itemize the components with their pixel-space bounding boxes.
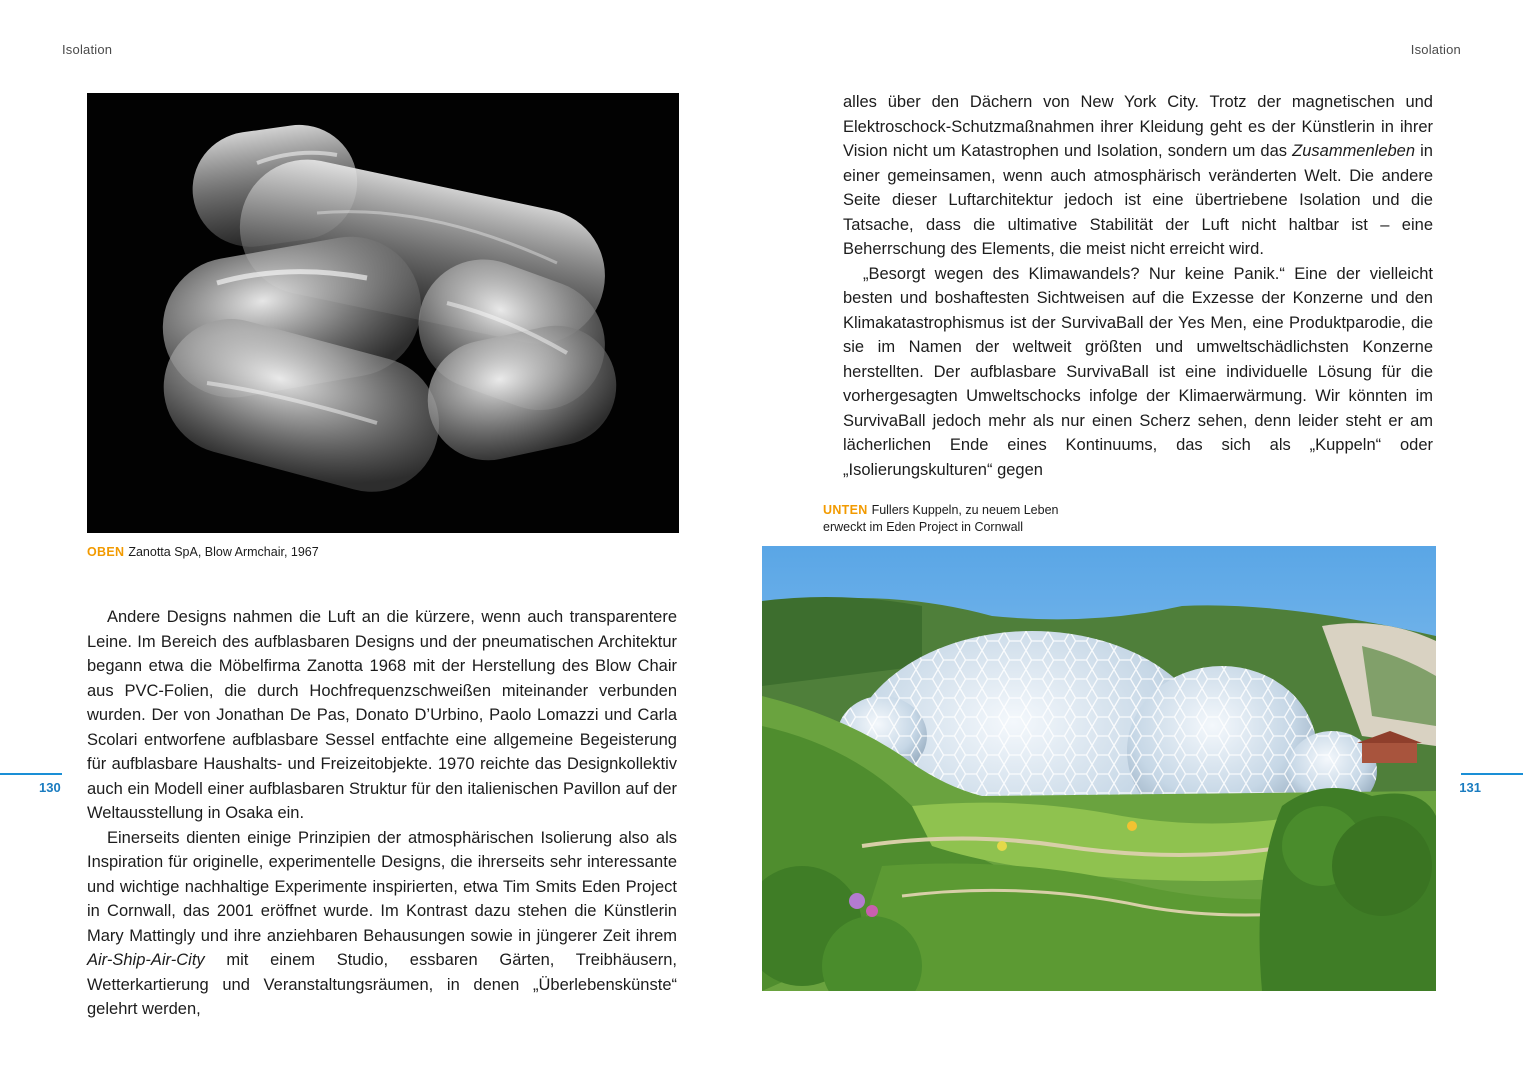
left-p2-italic: Air-Ship-Air-City [87, 951, 205, 969]
right-paragraph-2: „Besorgt wegen des Klimawandels? Nur keine Panik.“ Eine der vielleicht besten und boshaftesten Sichtweisen auf die Exzesse der Konzerne und den Klimakatastrophismus ist der SurvivaBall der Yes Men, eine Produktparodie, die sie im Namen der weltweit größten und umweltschädlichsten Konzerne herstellten. Der aufblasbare SurvivaBall ist eine individuelle Lösung für die vorhergesagten Umweltschocks infolge der Klimaerwärmung. Wir könnten im SurvivaBall jedoch mehr als nur einen Scherz sehen, denn leider steht er am lächerlichen Ende eines Kontinuums, das sich als „Kuppeln“ oder „Isolierungskulturen“ gegen [843, 264, 1433, 479]
caption-oben-lead: OBEN [87, 545, 125, 559]
caption-oben-text: Zanotta SpA, Blow Armchair, 1967 [128, 545, 319, 559]
caption-oben [87, 544, 319, 561]
running-head-right: Isolation [1410, 42, 1461, 57]
left-paragraph-1: Andere Designs nahmen die Luft an die kürzere, wenn auch transparentere Leine. Im Bereich des aufblasbaren Designs und der pneumatischen Architektur begann etwa die Möbelfirma Zanotta 1968 mit der Herstellung des Blow Chair aus PVC-Folien, die durch Hochfrequenzschweißen miteinander verbunden wurden. Der von Jonathan De Pas, Donato D’Urbino, Paolo Lomazzi und Carla Scolari entworfene aufblasbare Sessel entfachte eine allgemeine Begeisterung für aufblasbare Haushalts- und Freizeitobjekte. 1970 reichte das Designkollektiv auch ein Modell einer aufblasbaren Struktur für den italienischen Pavillon auf der Weltausstellung in Osaka ein. [87, 608, 677, 822]
eden-project-photo [762, 546, 1436, 991]
right-paragraph-1 [843, 90, 1433, 262]
blow-armchair-photo [87, 93, 679, 533]
folio-rule-left [0, 773, 62, 775]
running-head-left: Isolation [62, 42, 113, 57]
right-column-text [843, 90, 1433, 482]
folio-rule-right [1461, 773, 1523, 775]
caption-unten-lead: UNTEN [823, 503, 868, 517]
left-column-text [87, 605, 677, 1022]
left-paragraph-2 [87, 826, 677, 1022]
left-p2-text-a: Einerseits dienten einige Prinzipien der atmosphärischen Isolierung also als Inspiration für originelle, experimentelle Designs, die ihrerseits sehr interessante und wichtige nachhaltige Experimente inspirierten, etwa Tim Smits Eden Project in Cornwall, das 2001 eröffnet wurde. Im Kontrast dazu stehen die Künstlerin Mary Mattingly und ihre anziehbaren Behausungen sowie in jüngerer Zeit ihrem [87, 828, 677, 945]
caption-unten [823, 502, 1083, 536]
right-p1-text-a: alles über den Dächern von New York City. Trotz der magnetischen und Elektroschock-Schutzmaßnahmen ihrer Kleidung geht es der Künstlerin in ihrer Vision nicht um Katastrophen und Isolation, sondern um das [843, 93, 1433, 160]
right-p1-text-b: in einer gemeinsamen, wenn auch atmosphärisch veränderten Welt. Die andere Seite dieser Luftarchitektur jedoch ist eine übertriebene Isolation und die Tatsache, dass die ultimative Stabilität der Luft nicht haltbar ist – eine Beherrschung des Elements, die meist nicht erreicht wird. [843, 142, 1433, 258]
page-number-left: 130 [39, 780, 61, 795]
left-p2-text-b: mit einem Studio, essbaren Gärten, Treibhäusern, Wetterkartierung und Veranstaltungsräumen, in denen „Überlebenskünste“ gelehrt werden, [87, 951, 677, 1018]
caption-unten-text: Fullers Kuppeln, zu neuem Leben erweckt im Eden Project in Cornwall [823, 503, 1059, 534]
right-p1-italic: Zusammenleben [1292, 142, 1416, 160]
page-number-right: 131 [1459, 780, 1481, 795]
